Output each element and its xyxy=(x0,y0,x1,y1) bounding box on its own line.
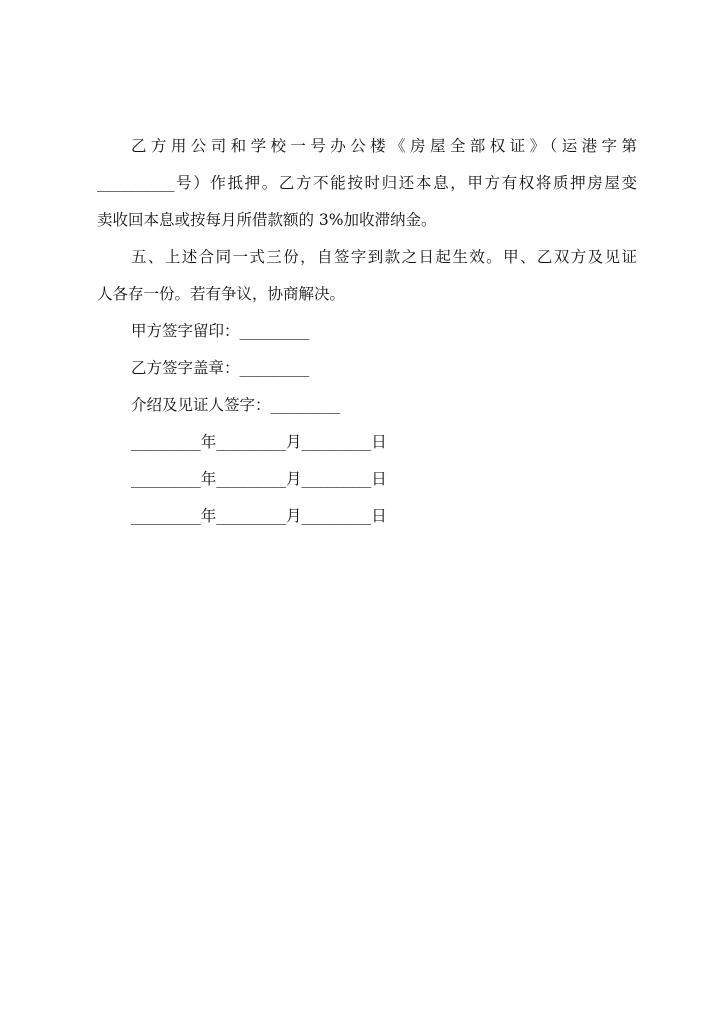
date-line-1: _________年_________月_________日 xyxy=(131,433,387,451)
witness-signature-line: 介绍及见证人签字：_________ xyxy=(131,396,341,414)
date-line-2: _________年_________月_________日 xyxy=(131,470,387,488)
paragraph-clause-five-line-1: 五、上述合同一式三份，自签字到款之日起生效。甲、乙双方及见证 xyxy=(131,248,637,266)
paragraph-collateral-line-1: 乙方用公司和学校一号办公楼《房屋全部权证》（运港字第 xyxy=(131,137,637,155)
paragraph-collateral-line-3: 卖收回本息或按每月所借款额的 3%加收滞纳金。 xyxy=(97,211,437,229)
document-body xyxy=(97,128,637,535)
paragraph-collateral-line-2: __________号）作抵押。乙方不能按时归还本息，甲方有权将质押房屋变 xyxy=(97,174,637,192)
date-line-3: _________年_________月_________日 xyxy=(131,507,387,525)
paragraph-clause-five-line-2: 人各存一份。若有争议，协商解决。 xyxy=(97,285,346,303)
party-a-signature-line: 甲方签字留印：_________ xyxy=(131,322,310,340)
party-b-signature-line: 乙方签字盖章：_________ xyxy=(131,359,310,377)
